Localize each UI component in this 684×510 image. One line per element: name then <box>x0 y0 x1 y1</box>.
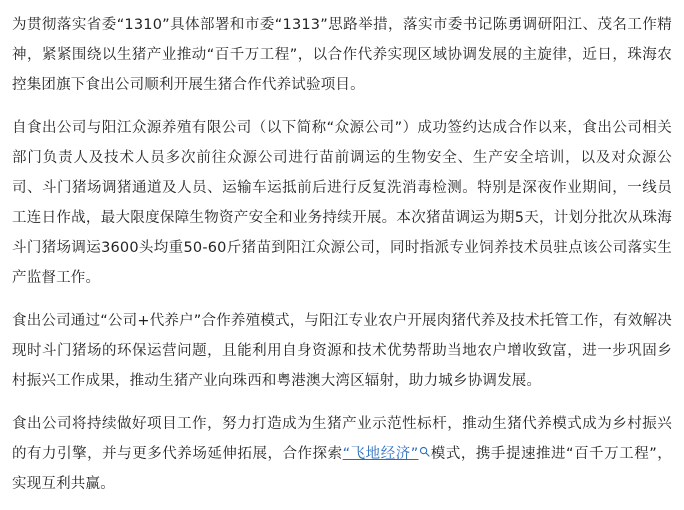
search-icon <box>419 446 430 457</box>
feidi-jingji-link-label: “飞地经济” <box>342 446 419 462</box>
paragraph-1: 为贯彻落实省委“1310”具体部署和市委“1313”思路举措，落实市委书记陈勇调研阳江、茂名工作精神，紧紧围绕以生猪产业推动“百千万工程”，以合作代养实现区域协调发展的主旋律，近日，珠海农控集团旗下食出公司顺利开展生猪合作代养试验项目。 <box>12 17 672 93</box>
feidi-jingji-search-link[interactable] <box>343 446 431 462</box>
paragraph-4-prefix: 食出公司将持续做好项目工作，努力打造成为生猪产业示范性标杆，推动生猪代养模式成为乡村振兴的有力引擎，并与更多代养场延伸拓展，合作探索 <box>12 416 672 462</box>
paragraph-4-suffix: 模式，携手提速推进“百千万工程”，实现互利共赢。 <box>12 446 672 492</box>
paragraph-2: 自食出公司与阳江众源养殖有限公司（以下简称“众源公司”）成功签约达成合作以来，食出公司相关部门负责人及技术人员多次前往众源公司进行苗前调运的生物安全、生产安全培训，以及对众源公司、斗门猪场调猪通道及人员、运输车运抵前后进行反复洗消毒检测。特别是深夜作业期间，一线员工连日作战，最大限度保障生物资产安全和业务持续开展。本次猪苗调运为期5天，计划分批次从珠海斗门猪场调运3600头均重50-60斤猪苗到阳江众源公司，同时指派专业饲养技术员驻点该公司落实生产监督工作。 <box>12 120 672 286</box>
paragraph-4 <box>12 409 672 499</box>
paragraph-3: 食出公司通过“公司+代养户”合作养殖模式，与阳江专业农户开展肉猪代养及技术托管工作，有效解决现时斗门猪场的环保运营问题，且能利用自身资源和技术优势帮助当地农户增收致富，进一步巩固乡村振兴工作成果，推动生猪产业向珠西和粤港澳大湾区辐射，助力城乡协调发展。 <box>12 313 672 389</box>
